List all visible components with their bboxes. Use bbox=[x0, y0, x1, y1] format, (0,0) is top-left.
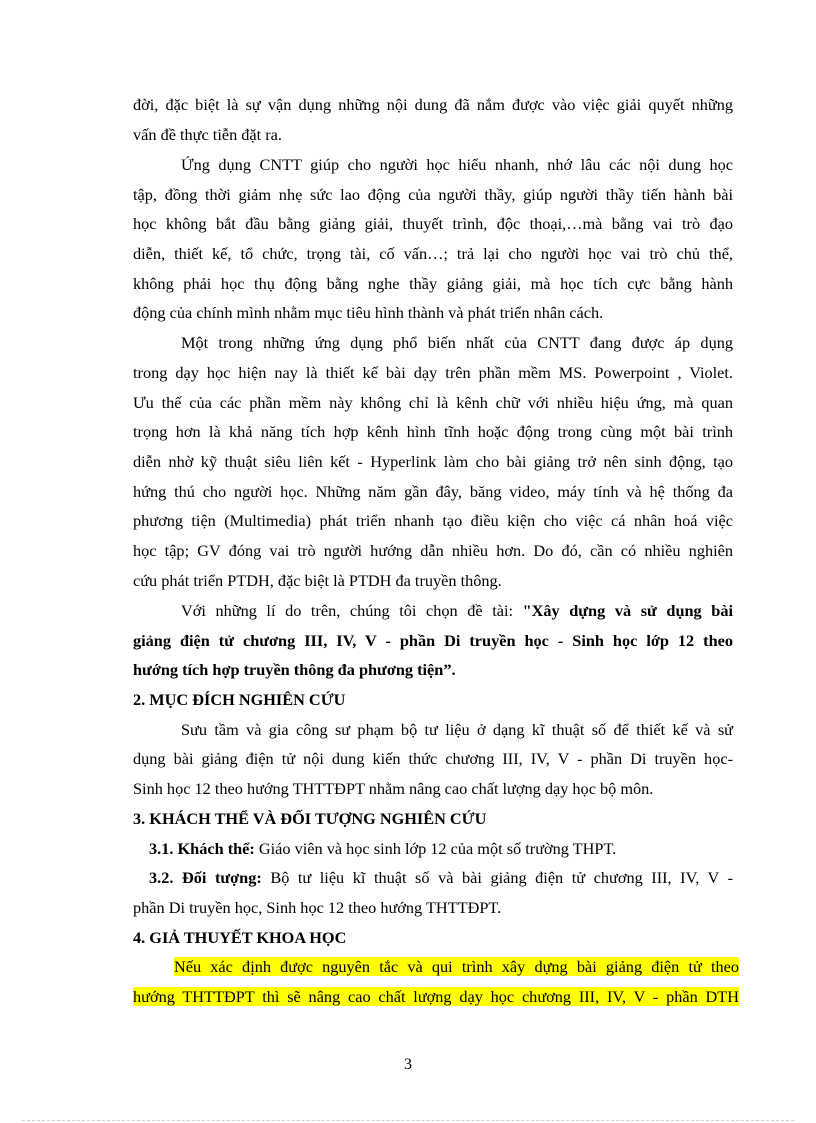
topic-title: giảng điện tử chương III, IV, V - phần Di truyền học - Sinh học lớp 12 theo bbox=[133, 631, 733, 650]
paragraph-line: học tập; GV đóng vai trò người hướng dẫn nhiều hơn. Do đó, cần có nhiều nghiên bbox=[133, 541, 733, 560]
paragraph-line: phương tiện (Multimedia) phát triển nhanh tạo điều kiện cho việc cá nhân hoá việc bbox=[133, 511, 733, 530]
topic-intro: Với những lí do trên, chúng tôi chọn đề tài: bbox=[181, 601, 523, 620]
paragraph-line: Sưu tầm và gia công sư phạm bộ tư liệu ở dạng kĩ thuật số để thiết kế và sử bbox=[181, 720, 733, 739]
paragraph-line: trong dạy học hiện nay là thiết kế bài dạy trên phần mềm MS. Powerpoint , Violet. bbox=[133, 363, 733, 382]
section-heading: 4. GIẢ THUYẾT KHOA HỌC bbox=[133, 928, 347, 947]
highlighted-line bbox=[174, 957, 739, 977]
highlighted-text: Nếu xác định được nguyên tắc và qui trình xây dựng bài giảng điện tử theo bbox=[174, 957, 739, 976]
section-heading: 2. MỤC ĐÍCH NGHIÊN CỨU bbox=[133, 690, 346, 709]
topic-line bbox=[181, 601, 733, 621]
paragraph-line: trọng hơn là khả năng tích hợp kênh hình tĩnh hoặc động trong cùng một bài trình bbox=[133, 422, 733, 441]
page-bottom-divider bbox=[22, 1120, 794, 1121]
subsection-line bbox=[149, 868, 733, 888]
paragraph-line: diễn, thiết kế, tổ chức, trọng tài, cố vấn…; trả lại cho người học vai trò chủ thể, bbox=[133, 244, 733, 263]
paragraph-line: Một trong những ứng dụng phổ biến nhất của CNTT đang được áp dụng bbox=[181, 333, 733, 352]
subsection-label: 3.1. Khách thể: bbox=[149, 839, 255, 858]
section-heading: 3. KHÁCH THỂ VÀ ĐỐI TƯỢNG NGHIÊN CỨU bbox=[133, 809, 487, 828]
paragraph-line: Ưu thế của các phần mềm này không chỉ là kênh chữ với nhiều hiệu ứng, mà quan bbox=[133, 393, 733, 412]
paragraph-line: phần Di truyền học, Sinh học 12 theo hướng THTTĐPT. bbox=[133, 898, 502, 917]
paragraph-line: đời, đặc biệt là sự vận dụng những nội dung đã nắm được vào việc giải quyết những bbox=[133, 95, 733, 114]
subsection-text: Giáo viên và học sinh lớp 12 của một số trường THPT. bbox=[254, 839, 617, 858]
subsection-label: 3.2. Đối tượng: bbox=[149, 868, 262, 887]
paragraph-line: vấn đề thực tiễn đặt ra. bbox=[133, 125, 282, 144]
paragraph-line: dụng bài giảng điện tử nội dung kiến thức chương III, IV, V - phần Di truyền học- bbox=[133, 749, 733, 768]
paragraph-line: không phải học thụ động bằng nghe thầy giảng giải, mà học tích cực bằng hành bbox=[133, 274, 733, 293]
paragraph-line: động của chính mình nhằm mục tiêu hình thành và phát triển nhân cách. bbox=[133, 303, 604, 322]
highlighted-line bbox=[133, 987, 739, 1007]
paragraph-line: cứu phát triển PTDH, đặc biệt là PTDH đa truyền thông. bbox=[133, 571, 502, 590]
highlighted-text: hướng THTTĐPT thì sẽ nâng cao chất lượng dạy học chương III, IV, V - phần DTH bbox=[133, 987, 739, 1006]
topic-title-start: "Xây dựng và sử dụng bài bbox=[522, 601, 733, 620]
page-number: 3 bbox=[404, 1056, 412, 1073]
subsection-text: Bộ tư liệu kĩ thuật số và bài giảng điện tử chương III, IV, V - bbox=[261, 868, 733, 887]
topic-title: hướng tích hợp truyền thông đa phương tiện”. bbox=[133, 660, 456, 679]
paragraph-line: Sinh học 12 theo hướng THTTĐPT nhằm nâng cao chất lượng dạy học bộ môn. bbox=[133, 779, 654, 798]
paragraph-line: diễn nhờ kỹ thuật siêu liên kết - Hyperlink làm cho bài giảng trở nên sinh động, tạo bbox=[133, 452, 733, 471]
paragraph-line: hứng thú cho người học. Những năm gần đây, băng video, máy tính và hệ thống đa bbox=[133, 482, 733, 501]
subsection-line bbox=[149, 839, 733, 859]
paragraph-line: tập, đồng thời giảm nhẹ sức lao động của người thầy, giúp người thầy tiến hành bài bbox=[133, 185, 733, 204]
paragraph-line: Ứng dụng CNTT giúp cho người học hiểu nhanh, nhớ lâu các nội dung học bbox=[181, 155, 733, 174]
paragraph-line: học không bắt đầu bằng giảng giải, thuyết trình, độc thoại,…mà bằng vai trò đạo bbox=[133, 214, 733, 233]
